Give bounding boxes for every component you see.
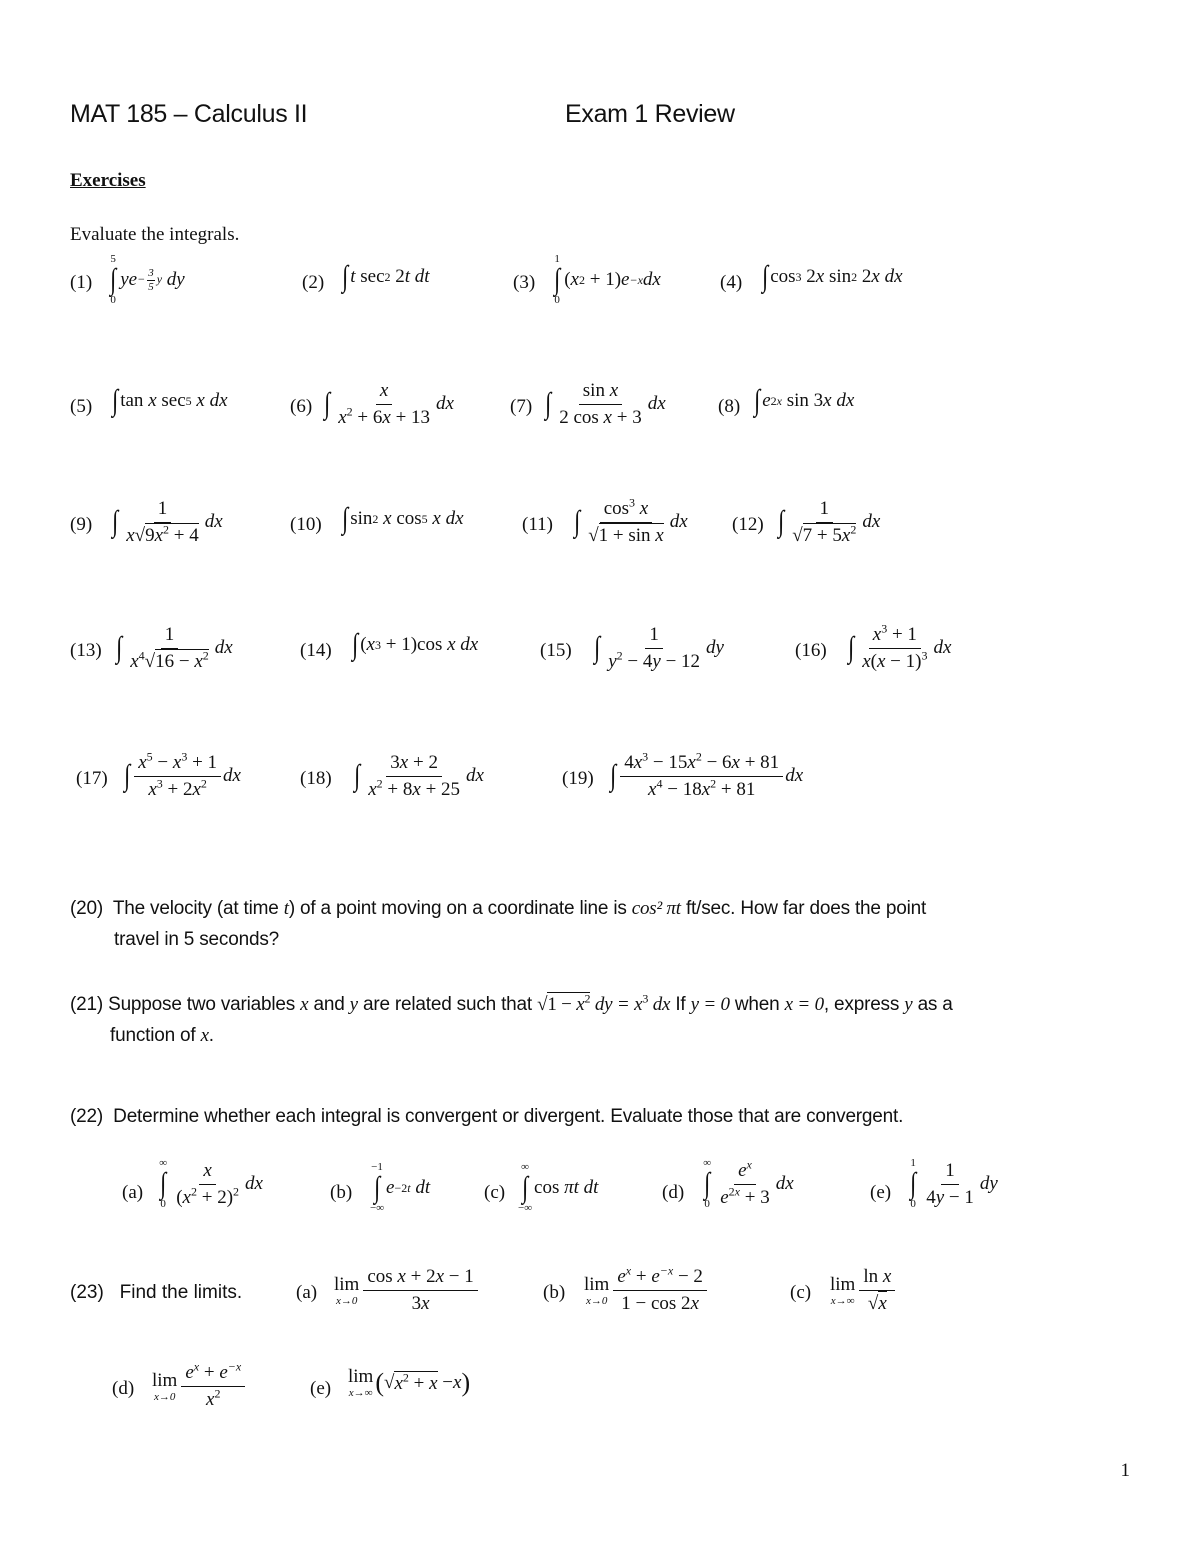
problem-21-text-e: when bbox=[729, 994, 785, 1015]
math-expression-10: ∫ sin 2 x cos 5 x dx bbox=[342, 502, 464, 535]
problem-20-label: (20) bbox=[70, 898, 103, 919]
problem-20-text-a: The velocity (at time bbox=[112, 898, 284, 919]
problem-23 bbox=[70, 1282, 242, 1304]
math-expression-8: ∫ e 2x sin 3 x dx bbox=[754, 384, 855, 417]
math-expression-12: ∫ $\frac{1}{√7 + 5x^2}$ dx bbox=[778, 498, 881, 546]
problem-20-var-t: t bbox=[283, 898, 289, 919]
part-label: (b) bbox=[543, 1282, 566, 1303]
problem-label: (14) bbox=[300, 640, 332, 661]
problem-21-var-x: x bbox=[300, 994, 309, 1015]
math-expression-23d: lim x→0 $\frac{e^x + e^{-x}}{x^2}$ bbox=[152, 1362, 247, 1411]
math-expression-22a: ∞ ∫ 0 $\frac{x}{(x^2 + 2)^2}$ dx bbox=[159, 1157, 263, 1210]
math-expression-22d: ∞ ∫ 0 $\frac{e^x}{e^{2x} + 3}$ dx bbox=[703, 1157, 794, 1210]
part-label: (d) bbox=[112, 1378, 135, 1399]
math-expression-6: ∫ $\frac{x}{x^2 + 6x + 13}$ dx bbox=[324, 380, 454, 428]
problem-21-line2: function of x. bbox=[110, 1025, 214, 1046]
math-expression-11: ∫ $\frac{\cos^3 x}{\text{√1 + sin x}}$ dx bbox=[574, 495, 688, 546]
math-expression-16: ∫ $\frac{x^3 + 1}{x(x - 1)^3}$ dx bbox=[848, 621, 952, 672]
problem-label: (15) bbox=[540, 640, 572, 661]
problem-label: (17) bbox=[76, 768, 108, 789]
part-label: (c) bbox=[790, 1282, 812, 1303]
part-label: (a) bbox=[296, 1282, 318, 1303]
problem-label: (13) bbox=[70, 640, 102, 661]
math-expression-22e: 1 ∫ 0 $\frac{1}{4y - 1}$ dy bbox=[910, 1157, 998, 1210]
problem-label: (12) bbox=[732, 514, 764, 535]
problem-label: (5) bbox=[70, 396, 93, 417]
problem-21-label: (21) bbox=[70, 994, 103, 1015]
problem-20 bbox=[70, 893, 1130, 955]
problem-20-line2: travel in 5 seconds? bbox=[114, 929, 279, 950]
page-number: 1 bbox=[1120, 1460, 1130, 1481]
math-expression-23e: lim x→∞ ( √ $x^2 + x$ − x ) bbox=[348, 1366, 471, 1399]
math-expression-1: 5 ∫ 0 ye − $\frac{3}{5}$ y dy bbox=[110, 253, 185, 306]
problem-label: (10) bbox=[290, 514, 322, 535]
problem-label: (2) bbox=[302, 272, 325, 293]
problem-label: (19) bbox=[562, 768, 594, 789]
math-expression-13: ∫ $\frac{1}{x^4√16 - x^2}$ dx bbox=[116, 624, 233, 672]
math-expression-3: 1 ∫ 0 ( x 2 + 1) e −x dx bbox=[554, 253, 661, 306]
problem-21-cond1: y = 0 bbox=[690, 994, 730, 1015]
part-label: (c) bbox=[484, 1182, 506, 1203]
math-expression-2: ∫ t sec 2 2 t dt bbox=[342, 260, 430, 293]
problem-label: (9) bbox=[70, 514, 93, 535]
instruction-text: Evaluate the integrals. bbox=[70, 224, 240, 245]
math-expression-23b: lim x→0 $\frac{e^x + e^{-x} - 2}{1 - \cos 2x}$ bbox=[584, 1266, 709, 1315]
part-label: (e) bbox=[310, 1378, 332, 1399]
document-title: Exam 1 Review bbox=[565, 100, 735, 128]
problem-21-equation: $√1 - x^2$ dy = $x^3$ dx bbox=[537, 991, 671, 1015]
math-expression-22c: ∞ ∫ −∞ cos πt dt bbox=[518, 1161, 599, 1214]
problem-21-var-y: y bbox=[349, 994, 358, 1015]
problem-22 bbox=[70, 1101, 1130, 1132]
problem-21-text-f: , express bbox=[823, 994, 905, 1015]
problem-23-text: Find the limits. bbox=[119, 1282, 243, 1303]
problem-20-expr: cos² πt bbox=[631, 898, 681, 919]
problem-21 bbox=[70, 989, 1130, 1051]
problem-21-text-d: If bbox=[670, 994, 691, 1015]
problem-label: (3) bbox=[513, 272, 536, 293]
problem-21-text-b: and bbox=[308, 994, 350, 1015]
problem-label: (11) bbox=[522, 514, 553, 535]
problem-label: (4) bbox=[720, 272, 743, 293]
math-expression-22b: −1 ∫ −∞ e −2t dt bbox=[370, 1161, 431, 1214]
problem-label: (18) bbox=[300, 768, 332, 789]
problem-22-text: Determine whether each integral is convergent or divergent. Evaluate those that are convergent. bbox=[113, 1106, 904, 1127]
problem-21-cond2: x = 0 bbox=[784, 994, 824, 1015]
math-expression-14: ∫ ( x 3 + 1)cos x dx bbox=[352, 628, 479, 661]
math-expression-18: ∫ $\frac{3x + 2}{x^2 + 8x + 25}$ dx bbox=[354, 752, 484, 800]
problem-21-text-g: as a bbox=[912, 994, 953, 1015]
part-label: (d) bbox=[662, 1182, 685, 1203]
problem-20-text-c: ft/sec. How far does the point bbox=[680, 898, 927, 919]
math-expression-9: ∫ $\frac{1}{x√9x^2 + 4}$ dx bbox=[112, 498, 223, 546]
math-expression-15: ∫ $\frac{1}{y^2 - 4y - 12}$ dy bbox=[594, 624, 724, 672]
problem-label: (8) bbox=[718, 396, 741, 417]
problem-23-label: (23) bbox=[70, 1282, 104, 1303]
problem-20-text-b: ) of a point moving on a coordinate line is bbox=[288, 898, 632, 919]
problem-22-label: (22) bbox=[70, 1106, 103, 1127]
problem-21-text-c: are related such that bbox=[357, 994, 538, 1015]
math-expression-19: ∫ $\frac{4x^3 - 15x^2 - 6x + 81}{x^4 - 18x^2 + 81}$ dx bbox=[610, 749, 804, 800]
problem-21-var-y2: y bbox=[904, 994, 913, 1015]
math-expression-23c: lim x→∞ $\frac{\text{ln x}}{√x}$ bbox=[830, 1266, 897, 1315]
math-expression-7: ∫ $\frac{\text{sin x}}{\text{2 cos x + 3}}$ dx bbox=[545, 380, 666, 428]
problem-label: (7) bbox=[510, 396, 533, 417]
part-label: (b) bbox=[330, 1182, 353, 1203]
problem-label: (16) bbox=[795, 640, 827, 661]
problem-label: (1) bbox=[70, 272, 93, 293]
math-expression-23a: lim x→0 $\frac{\text{cos x + 2x − 1}}{3x}$ bbox=[334, 1266, 480, 1315]
problem-label: (6) bbox=[290, 396, 313, 417]
math-expression-4: ∫ cos 3 2 x sin 2 2 x dx bbox=[762, 260, 903, 293]
math-expression-17: ∫ $\frac{x^5 - x^3 + 1}{x^3 + 2x^2}$ dx bbox=[124, 749, 241, 800]
course-title: MAT 185 – Calculus II bbox=[70, 100, 308, 128]
problem-21-text-a: Suppose two variables bbox=[108, 994, 301, 1015]
part-label: (a) bbox=[122, 1182, 144, 1203]
part-label: (e) bbox=[870, 1182, 892, 1203]
math-expression-5: ∫ tan x sec 5 x dx bbox=[112, 384, 228, 417]
section-heading: Exercises bbox=[70, 170, 146, 191]
